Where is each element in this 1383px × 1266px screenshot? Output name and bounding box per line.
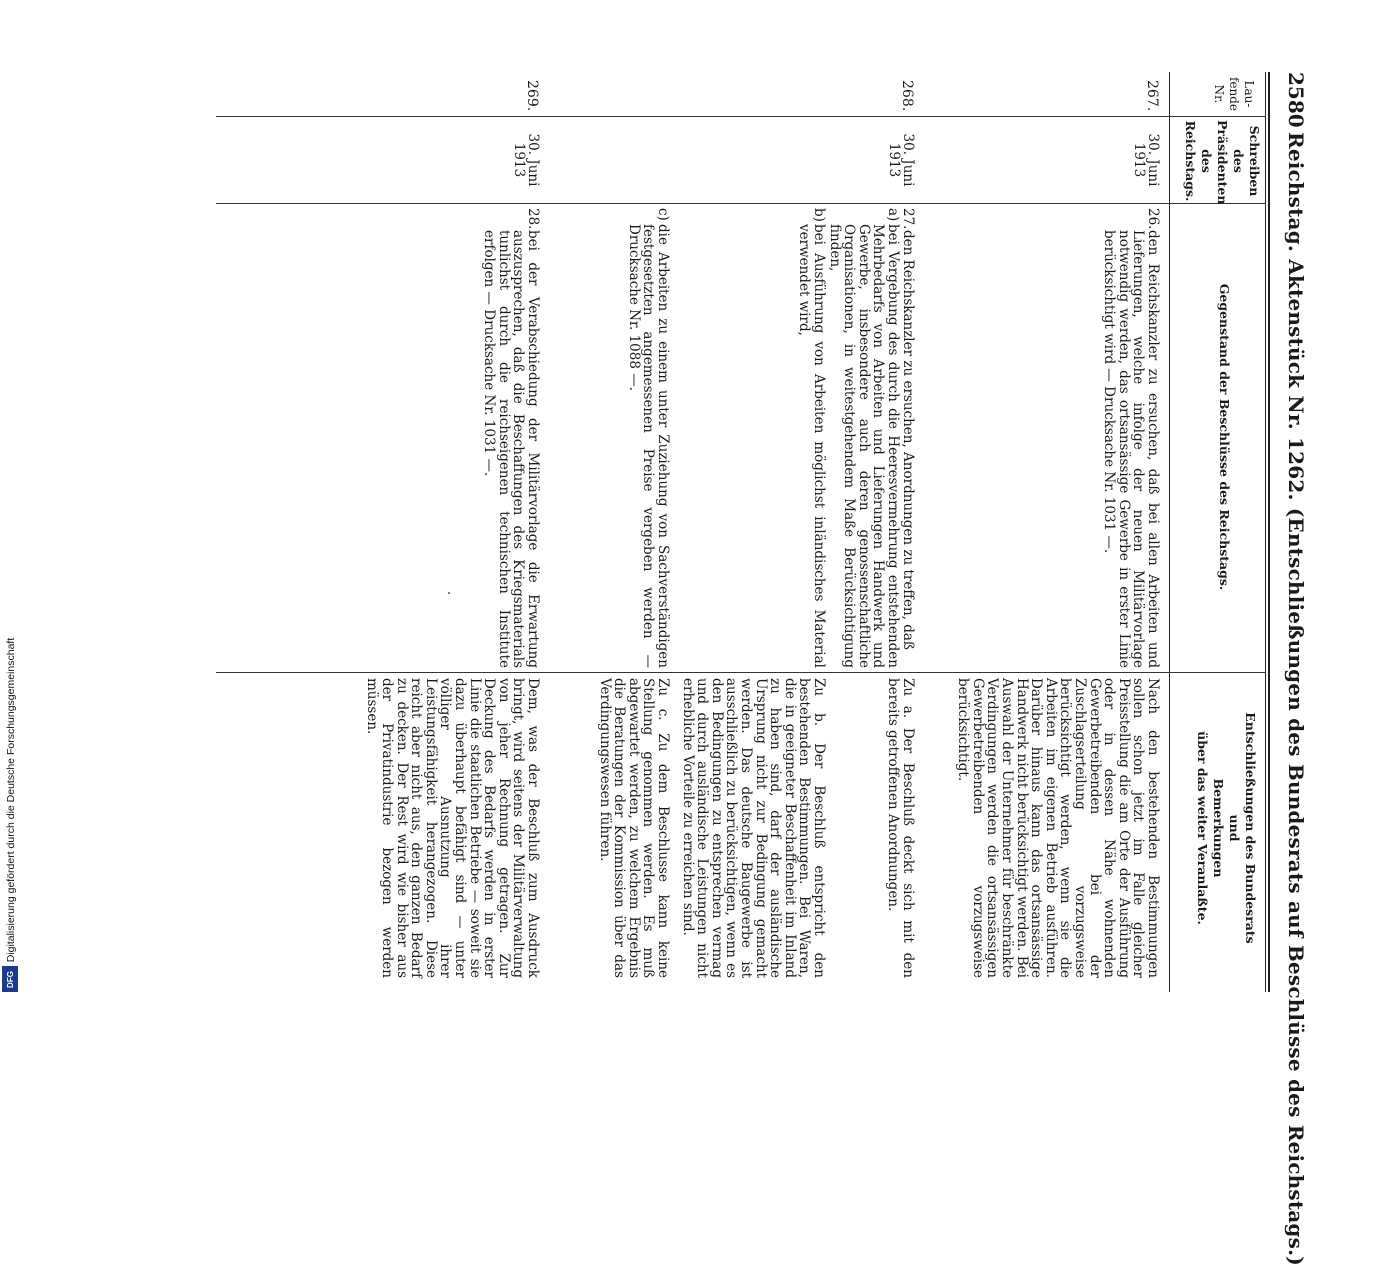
stray-mark [448,592,450,594]
date-day: 30. Juni [525,133,541,187]
col-nr-line: fende [1227,76,1241,112]
subject-item [826,208,901,668]
date-year: 1913 [1131,142,1147,178]
col-nr-head [1211,72,1256,116]
row-number: 267. [1144,80,1160,112]
item-label: 27. [900,208,916,230]
col-schreiben-line: Reichstags. [1183,120,1198,202]
item-label: a) [885,208,901,222]
col-separator [216,203,1266,204]
item-text: bei Ausführung von Arbeiten möglichst inländisches Material verwendet wird, [796,224,827,668]
col-schreiben-line: des [1199,149,1214,173]
item-label: c) [655,208,671,221]
item-label: b) [811,208,827,222]
col-separator [216,672,1266,673]
rotated-page [60,72,1310,1266]
item-text: den Reichskanzler zu ersuchen, Anordnungen zu treffen, daß [900,230,916,650]
col-entschl-line: und [1227,814,1242,842]
page-header [1276,72,1310,1266]
col-entschliessungen-head [1194,678,1258,978]
row-date [512,120,540,200]
item-text: die Arbeiten zu einem unter Zuziehung von Sachverständigen festgesetzten angemessenen Preise vergeben werden — Drucksache Nr. 1088 —. [625,224,671,668]
header-rule-top [1268,72,1270,992]
dfg-logo: DFG [2,966,18,992]
subject-intro [899,208,915,668]
page-title: Reichstag. Aktenstück Nr. 1262. (Entschließungen des Bundesrats auf Beschlüsse des Reichstags.) [1284,132,1308,1266]
notes-zu-c: Zu c. Zu dem Beschlusse kann keine Stellung genommen werden. Es muß abgewartet werden, zu welchem Ergebnis die Beratungen der Kommission über das Verdingungswesen führen. [596,678,671,978]
subject-item [1098,208,1160,668]
col-schreiben-line: Präsidenten [1215,120,1230,205]
row-number: 269. [524,80,540,112]
header-rule-inner [1265,72,1266,992]
col-nr-line: Nr. [1212,84,1226,104]
side-margin [0,0,22,1000]
col-entschl-line: über das weiter Veranlaßte. [1195,731,1210,925]
row-date [1132,120,1160,200]
row-date [887,120,915,200]
item-label: 28. [525,208,541,230]
notes-zu-b: Zu b. Der Beschluß entspricht den bestehenden Bestimmungen. Bei Waren, die in geeigneter Beschaffenheit im Inland zu haben sind, darf der ausländische Ursprung nicht zur Bedingung gemacht werden. Das deutsche Baugewerbe ist ausschließlich zu berücksichtigen, wenn es den Bedingungen zu entsprechen vermag und durch ausländische Leistungen nicht erhebliche Vorteile zu erreichen sind. [679,678,827,978]
item-text: bei der Verabschiedung der Militärvorlage die Erwartung auszusprechen, daß die Beschaffungen des Kriegsmaterials tunlichst durch die reichseigenen technischen Institute erfolgen — Drucksache Nr. 1031 —. [481,230,541,668]
funding-watermark: Digitalisierung gefördert durch die Deutsche Forschungsgemeinschaft [5,637,17,963]
row-number: 268. [899,80,915,112]
col-entschl-line: Entschließungen des Bundesrats [1243,712,1258,944]
col-gegenstand-head: Gegenstand der Beschlüsse des Reichstags. [1217,283,1232,591]
date-year: 1913 [886,142,902,178]
col-entschl-line: Bemerkungen [1211,778,1226,878]
notes-text: Dem, was der Beschluß zum Ausdruck bringt, wird seitens der Militärverwaltung von jeher Rechnung getragen. Zur Deckung des Bedarfs werden in erster Linie die staatlichen Betriebe — soweit sie dazu überhaupt befähigt sind — unter völliger Ausnutzung ihrer Leistungsfähigkeit herangezogen. Diese reicht aber nicht aus, den ganzen Bedarf zu decken. Der Rest wird wie bisher aus der Privatindustrie bezogen werden müssen. [364,678,541,978]
subject-item [622,208,670,668]
col-schreiben-line: Schreiben [1247,125,1262,197]
subject-item [478,208,540,668]
col-nr-line: Lau- [1242,80,1256,108]
notes-text: Nach den bestehenden Bestimmungen sollen schon jetzt im Falle gleicher Preisstellung die am Orte der Ausführung oder in dessen Nähe wohnenden Gewerbetreibenden bei der Zuschlagserteilung vorzugsweise berücksichtigt werden, wenn sie die Arbeiten im eigenen Betrieb ausführen. Darüber hinaus kann das ortsansässige Handwerk nicht berücksichtigt werden. Bei Auswahl der Unternehmer für beschränkte Verdingungen werden die ortsansässigen Gewerbetreibenden vorzugsweise berücksichtigt. [955,678,1161,978]
subject-item [794,208,826,668]
date-day: 30. Juni [1145,133,1161,187]
heading-rule [1169,72,1170,992]
col-schreiben-line: des [1231,149,1246,173]
date-day: 30. Juni [900,133,916,187]
notes-zu-a: Zu a. Der Beschluß deckt sich mit den bereits getroffenen Anordnungen. [885,678,916,978]
page-number: 2580 [1284,72,1308,128]
item-label: 26. [1145,208,1161,230]
item-text: bei Vergebung des durch die Heeresvermehrung entstehenden Mehrbedarfs von Arbeiten und Lieferungen Handwerk und Gewerbe, insbesondere auch deren genossenschaftliche Organisationen, in weitestgehendem Maße Berücksichtigung finden, [826,224,901,668]
date-year: 1913 [511,142,527,178]
col-schreiben-head [1182,120,1262,205]
item-text: den Reichskanzler zu ersuchen, daß bei allen Arbeiten und Lieferungen, welche infolge der neuen Militärvorlage notwendig werden, das ortsansässige Gewerbe in erster Linie berücksichtigt wird — Drucksache Nr. 1031 —. [1101,230,1161,668]
col-separator [216,116,1266,117]
